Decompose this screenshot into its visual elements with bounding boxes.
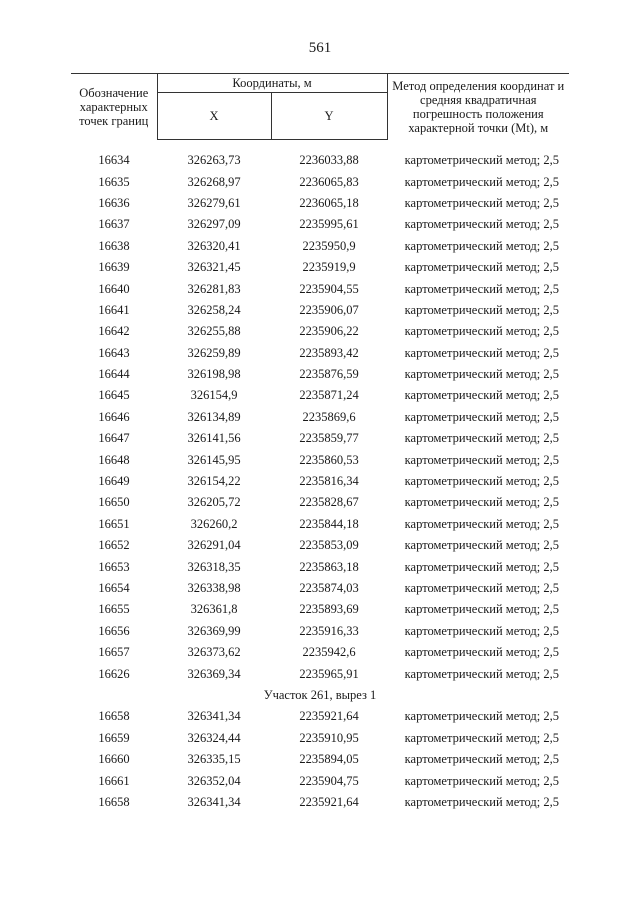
coord-x: 326352,04 bbox=[187, 773, 241, 788]
point-id: 16640 bbox=[98, 281, 130, 296]
point-id: 16644 bbox=[98, 367, 130, 382]
coord-y: 2235828,67 bbox=[299, 495, 359, 510]
section-title: Участок 261, вырез 1 bbox=[263, 687, 377, 702]
coord-x: 326198,98 bbox=[187, 367, 241, 382]
method-cell: картометрический метод; 2,5 bbox=[404, 666, 560, 681]
table-row bbox=[71, 663, 569, 684]
point-id: 16661 bbox=[98, 773, 130, 788]
coord-x: 326321,45 bbox=[187, 260, 241, 275]
coord-y: 2235919,9 bbox=[302, 260, 356, 275]
point-id: 16641 bbox=[98, 302, 130, 317]
point-id: 16651 bbox=[98, 516, 130, 531]
point-id: 16638 bbox=[98, 238, 130, 253]
coord-y: 2235863,18 bbox=[299, 559, 359, 574]
coord-y: 2235995,61 bbox=[299, 217, 359, 232]
coord-x: 326279,61 bbox=[187, 195, 241, 210]
coord-x: 326154,22 bbox=[187, 474, 241, 489]
page-number: 561 bbox=[308, 40, 332, 56]
point-id: 16657 bbox=[98, 645, 130, 660]
point-id: 16654 bbox=[98, 581, 130, 595]
method-cell: картометрический метод; 2,5 bbox=[404, 752, 560, 767]
method-cell: картометрический метод; 2,5 bbox=[404, 709, 560, 724]
coord-y: 2235916,33 bbox=[299, 623, 359, 638]
coord-y: 2235950,9 bbox=[302, 238, 356, 253]
coord-x: 326291,04 bbox=[187, 538, 241, 553]
coord-y: 2235942,6 bbox=[302, 645, 356, 660]
method-cell: картометрический метод; 2,5 bbox=[404, 153, 560, 168]
coord-y: 2235859,77 bbox=[299, 431, 359, 446]
table-row bbox=[71, 214, 569, 235]
coord-x: 326141,56 bbox=[187, 431, 241, 446]
table-row bbox=[71, 728, 569, 749]
point-id: 16653 bbox=[98, 559, 130, 574]
method-cell: картометрический метод; 2,5 bbox=[404, 538, 560, 553]
method-cell: картометрический метод; 2,5 bbox=[404, 452, 560, 467]
table-row bbox=[71, 300, 569, 321]
table-row bbox=[71, 471, 569, 492]
method-cell: картометрический метод; 2,5 bbox=[404, 324, 560, 339]
table-row bbox=[71, 792, 569, 813]
table-row bbox=[71, 407, 569, 428]
coord-x: 326258,24 bbox=[187, 302, 241, 317]
coord-x: 326361,8 bbox=[190, 602, 238, 617]
table-row bbox=[71, 171, 569, 192]
point-id: 16650 bbox=[98, 495, 130, 510]
coord-x: 326318,35 bbox=[187, 559, 241, 574]
header-coordinates: Координаты, м bbox=[157, 74, 387, 93]
table-row bbox=[71, 599, 569, 620]
coord-y: 2235874,03 bbox=[299, 581, 359, 595]
method-cell: картометрический метод; 2,5 bbox=[404, 602, 560, 617]
point-id: 16658 bbox=[98, 794, 130, 809]
table-row bbox=[71, 749, 569, 770]
table-row bbox=[71, 706, 569, 727]
table-row bbox=[71, 343, 569, 364]
coord-x: 326205,72 bbox=[187, 495, 241, 510]
coord-x: 326341,34 bbox=[187, 709, 241, 724]
coord-x: 326154,9 bbox=[190, 388, 238, 403]
point-id: 16642 bbox=[98, 324, 130, 339]
method-cell: картометрический метод; 2,5 bbox=[404, 345, 560, 360]
method-cell: картометрический метод; 2,5 bbox=[404, 281, 560, 296]
method-cell: картометрический метод; 2,5 bbox=[404, 623, 560, 638]
point-id: 16626 bbox=[98, 666, 130, 681]
table-row bbox=[71, 428, 569, 449]
coord-x: 326369,34 bbox=[187, 666, 241, 681]
coord-x: 326255,88 bbox=[187, 324, 241, 339]
table-row bbox=[71, 621, 569, 642]
coord-x: 326320,41 bbox=[187, 238, 241, 253]
point-id: 16656 bbox=[98, 623, 130, 638]
coord-y: 2236065,83 bbox=[299, 174, 359, 189]
coord-y: 2235904,55 bbox=[299, 281, 359, 296]
coord-x: 326297,09 bbox=[187, 217, 241, 232]
header-y: Y bbox=[271, 93, 387, 140]
table-body bbox=[71, 140, 569, 814]
point-id: 16655 bbox=[98, 602, 130, 617]
coord-x: 326263,73 bbox=[187, 153, 241, 168]
table-row bbox=[71, 236, 569, 257]
table-row bbox=[71, 364, 569, 385]
coord-y: 2235860,53 bbox=[299, 452, 359, 467]
coord-y: 2235894,05 bbox=[299, 752, 359, 767]
coord-x: 326260,2 bbox=[190, 516, 238, 531]
method-cell: картометрический метод; 2,5 bbox=[404, 260, 560, 275]
table-row bbox=[71, 556, 569, 577]
point-id: 16648 bbox=[98, 452, 130, 467]
header-x: X bbox=[157, 93, 271, 140]
point-id: 16635 bbox=[98, 174, 130, 189]
method-cell: картометрический метод; 2,5 bbox=[404, 516, 560, 531]
method-cell: картометрический метод; 2,5 bbox=[404, 495, 560, 510]
coordinates-table bbox=[71, 73, 569, 813]
point-id: 16659 bbox=[98, 730, 130, 745]
coord-y: 2235921,64 bbox=[299, 794, 359, 809]
table-row bbox=[71, 257, 569, 278]
section-row bbox=[71, 685, 569, 706]
table-row bbox=[71, 321, 569, 342]
point-id: 16639 bbox=[98, 260, 130, 275]
coord-x: 326145,95 bbox=[187, 452, 241, 467]
table-row bbox=[71, 385, 569, 406]
coord-y: 2235844,18 bbox=[299, 516, 359, 531]
point-id: 16645 bbox=[98, 388, 130, 403]
point-id: 16660 bbox=[98, 752, 130, 767]
point-id: 16637 bbox=[98, 217, 130, 232]
coord-y: 2235906,07 bbox=[299, 302, 359, 317]
coord-y: 2235816,34 bbox=[299, 474, 359, 489]
method-cell: картометрический метод; 2,5 bbox=[404, 645, 560, 660]
method-cell: картометрический метод; 2,5 bbox=[404, 773, 560, 788]
coord-x: 326369,99 bbox=[187, 623, 241, 638]
table-row bbox=[71, 535, 569, 556]
method-cell: картометрический метод; 2,5 bbox=[404, 195, 560, 210]
point-id: 16636 bbox=[98, 195, 130, 210]
header-designation: Обозначение характерных точек границ bbox=[71, 74, 157, 140]
point-id: 16647 bbox=[98, 431, 130, 446]
coord-y: 2235871,24 bbox=[299, 388, 359, 403]
table-row bbox=[71, 193, 569, 214]
method-cell: картометрический метод; 2,5 bbox=[404, 559, 560, 574]
header-method: Метод определения координат и средняя квадратичная погрешность положения характерной точки (Mt), м bbox=[387, 74, 569, 140]
point-id: 16646 bbox=[98, 409, 130, 424]
coord-y: 2235921,64 bbox=[299, 709, 359, 724]
method-cell: картометрический метод; 2,5 bbox=[404, 388, 560, 403]
coord-y: 2236065,18 bbox=[299, 195, 359, 210]
method-cell: картометрический метод; 2,5 bbox=[404, 238, 560, 253]
coord-x: 326281,83 bbox=[187, 281, 241, 296]
point-id: 16658 bbox=[98, 709, 130, 724]
coord-y: 2235910,95 bbox=[299, 730, 359, 745]
coord-x: 326259,89 bbox=[187, 345, 241, 360]
coord-y: 2235869,6 bbox=[302, 409, 356, 424]
coord-x: 326338,98 bbox=[187, 581, 241, 595]
coord-y: 2235965,91 bbox=[299, 666, 359, 681]
table-row bbox=[71, 278, 569, 299]
coord-x: 326268,97 bbox=[187, 174, 241, 189]
method-cell: картометрический метод; 2,5 bbox=[404, 217, 560, 232]
coord-y: 2235904,75 bbox=[299, 773, 359, 788]
table-row bbox=[71, 150, 569, 171]
table-row bbox=[71, 642, 569, 663]
coord-x: 326341,34 bbox=[187, 794, 241, 809]
coord-x: 326134,89 bbox=[187, 409, 241, 424]
method-cell: картометрический метод; 2,5 bbox=[404, 367, 560, 382]
point-id: 16634 bbox=[98, 153, 130, 168]
table-row bbox=[71, 770, 569, 791]
method-cell: картометрический метод; 2,5 bbox=[404, 474, 560, 489]
table-row bbox=[71, 449, 569, 470]
coord-x: 326373,62 bbox=[187, 645, 241, 660]
method-cell: картометрический метод; 2,5 bbox=[404, 174, 560, 189]
method-cell: картометрический метод; 2,5 bbox=[404, 409, 560, 424]
method-cell: картометрический метод; 2,5 bbox=[404, 302, 560, 317]
point-id: 16643 bbox=[98, 345, 130, 360]
table-row bbox=[71, 492, 569, 513]
coord-x: 326324,44 bbox=[187, 730, 241, 745]
coord-x: 326335,15 bbox=[187, 752, 241, 767]
coord-y: 2235893,42 bbox=[299, 345, 359, 360]
coord-y: 2235853,09 bbox=[299, 538, 359, 553]
coord-y: 2235876,59 bbox=[299, 367, 359, 382]
coord-y: 2236033,88 bbox=[299, 153, 359, 168]
coord-y: 2235893,69 bbox=[299, 602, 359, 617]
method-cell: картометрический метод; 2,5 bbox=[404, 431, 560, 446]
method-cell: картометрический метод; 2,5 bbox=[404, 794, 560, 809]
table-row bbox=[71, 514, 569, 535]
point-id: 16652 bbox=[98, 538, 130, 553]
point-id: 16649 bbox=[98, 474, 130, 489]
method-cell: картометрический метод; 2,5 bbox=[404, 581, 560, 595]
method-cell: картометрический метод; 2,5 bbox=[404, 730, 560, 745]
table-row bbox=[71, 578, 569, 599]
coord-y: 2235906,22 bbox=[299, 324, 359, 339]
